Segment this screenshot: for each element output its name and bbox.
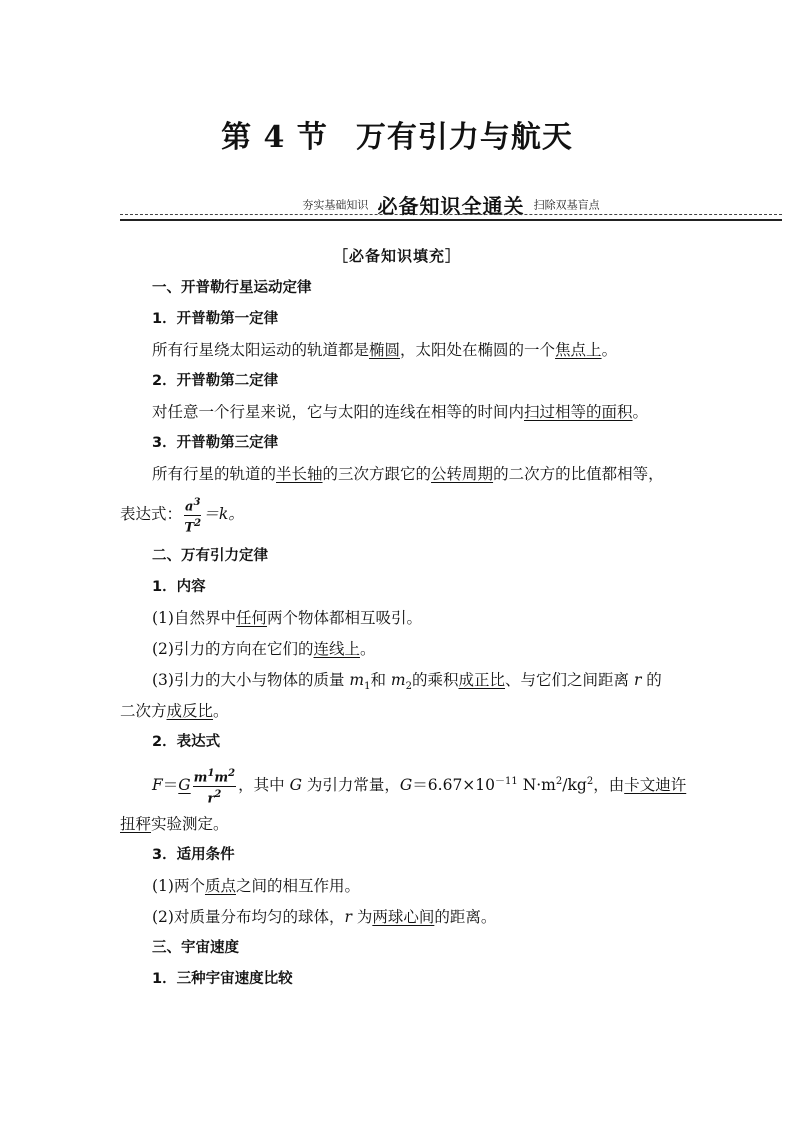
box-title: ［必备知识填充］ — [332, 247, 461, 265]
banner-dashed-rule — [120, 214, 782, 215]
kepler-law1-title: 1．开普勒第一定律 — [152, 311, 279, 327]
banner-right: 扫除双基盲点 — [533, 198, 600, 212]
content-3-continued: 二次方成反比。 — [120, 702, 229, 720]
kepler-law3-text: 所有行星的轨道的半长轴的三次方跟它的公转周期的二次方的比值都相等， — [152, 465, 664, 483]
formula-continued: 扭秤实验测定。 — [120, 815, 229, 833]
heading-gravitation: 二、万有引力定律 — [152, 548, 268, 564]
gravitation-formula: F＝G $\frac{m^1m^2}{r^2}$ ，其中 G 为引力常量，$G=6.67\times 10^{-11}$ $N\cdot m^2/kg^2$，由卡文迪许 — [152, 768, 687, 806]
banner-left: 夯实基础知识 — [302, 198, 369, 212]
formula-title: 2．表达式 — [152, 734, 221, 750]
condition-2: (2)对质量分布均匀的球体，r 为两球心间的距离。 — [152, 908, 497, 926]
banner-solid-rule — [120, 219, 782, 221]
gravitation-fraction: $\frac{m^1m^2}{r^2}$ — [193, 768, 236, 806]
title-main: 万有引力与航天 — [355, 120, 573, 155]
kepler-law3-title: 3．开普勒第三定律 — [152, 435, 279, 451]
section-banner — [120, 190, 782, 226]
content-3: (3)引力的大小与物体的质量 $m_1$和 $m_2$的乘积成正比、与它们之间距离 r 的 — [152, 671, 662, 693]
title-prefix: 第 4 节 — [221, 120, 328, 155]
conditions-title: 3．适用条件 — [152, 847, 235, 863]
condition-1: (1)两个质点之间的相互作用。 — [152, 877, 360, 895]
kepler-law2-text: 对任意一个行星来说，它与太阳的连线在相等的时间内扫过相等的面积。 — [152, 403, 649, 421]
heading-cosmic-velocity: 三、宇宙速度 — [152, 940, 239, 956]
content-title: 1．内容 — [152, 579, 206, 595]
heading-kepler: 一、开普勒行星运动定律 — [152, 280, 312, 296]
kepler-fraction: $\frac{a^3}{T^2}$ — [184, 497, 202, 535]
banner-center: 必备知识全通关 — [377, 194, 525, 218]
content-1: (1)自然界中任何两个物体都相互吸引。 — [152, 609, 422, 627]
kepler-law2-title: 2．开普勒第二定律 — [152, 373, 279, 389]
page-title — [0, 112, 794, 156]
cosmic-velocity-subtitle: 1．三种宇宙速度比较 — [152, 971, 293, 987]
kepler-law3-expression: 表达式： $\frac{a^3}{T^2}$ ＝k。 — [120, 497, 244, 535]
content-2: (2)引力的方向在它们的连线上。 — [152, 640, 376, 658]
kepler-law1-text: 所有行星绕太阳运动的轨道都是椭圆，太阳处在椭圆的一个焦点上。 — [152, 341, 618, 359]
